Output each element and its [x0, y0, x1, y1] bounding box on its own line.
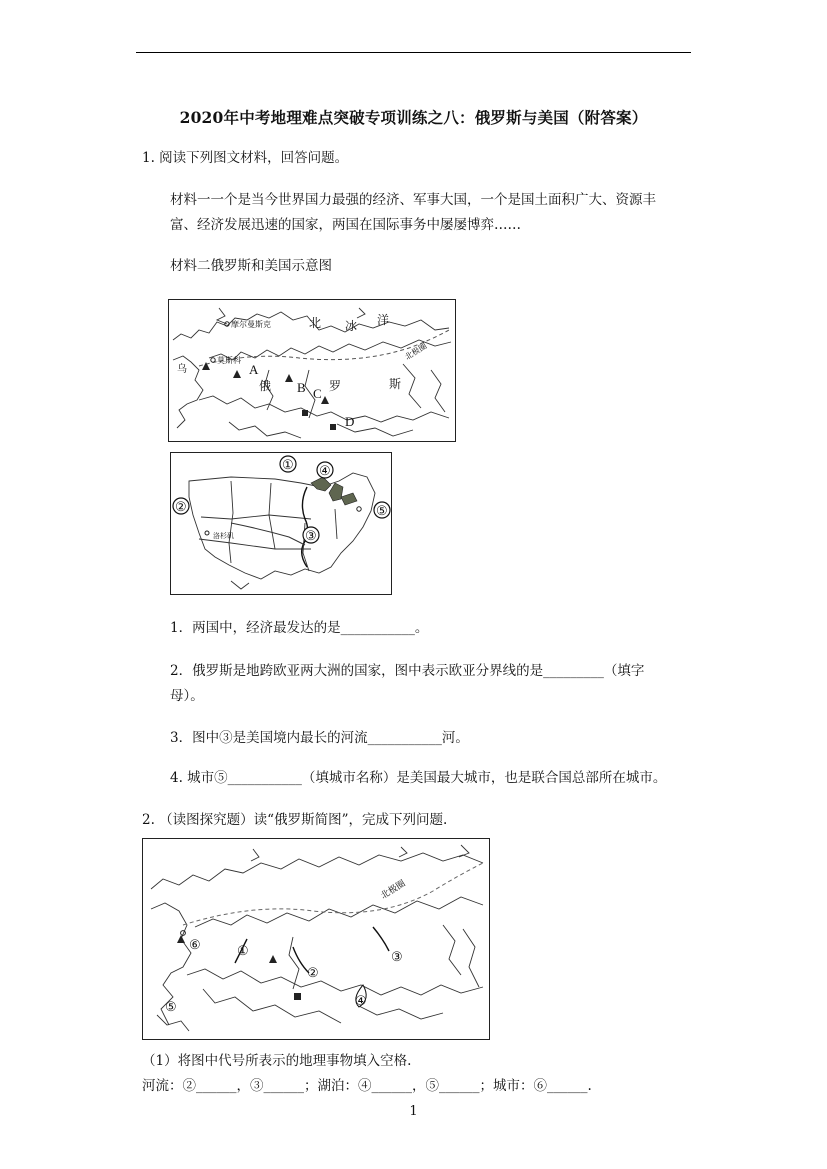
label-ocean: 洋	[377, 313, 390, 327]
q2-label-6: ⑥	[189, 937, 201, 952]
material-1-line-2: 富、经济发展迅速的国家，两国在国际事务中屡屡博弈……	[170, 217, 521, 233]
question-1-stem: 1. 阅读下列图文材料，回答问题。	[142, 150, 349, 166]
russia-sketch-map-figure	[142, 838, 490, 1040]
label-e: 俄	[259, 379, 272, 393]
q2-label-4: ④	[355, 993, 367, 1008]
label-C: C	[313, 386, 322, 401]
russia-map-figure	[168, 299, 456, 442]
q2-label-3: ③	[391, 949, 403, 964]
q1-sub-1: 1．两国中，经济最发达的是___________。	[170, 620, 429, 636]
label-luo: 罗	[329, 379, 342, 393]
q2-label-2: ②	[307, 965, 319, 980]
usa-label-4: ④	[319, 463, 331, 478]
label-arctic-circle: 北极圈	[403, 341, 429, 362]
usa-label-2: ②	[175, 499, 187, 514]
q1-sub-4: 4. 城市⑤___________（填城市名称）是美国最大城市，也是联合国总部所在城市。	[170, 770, 667, 786]
header-rule	[136, 52, 691, 53]
material-1-line-1: 材料一一个是当今世界国力最强的经济、军事大国，一个是国土面积广大、资源丰	[170, 192, 656, 208]
label-fu: 乌	[177, 364, 187, 375]
page-title: 2020年中考地理难点突破专项训练之八：俄罗斯与美国（附答案）	[179, 108, 648, 127]
q1-sub-2-line-1: 2．俄罗斯是地跨欧亚两大洲的国家，图中表示欧亚分界线的是_________（填字	[170, 663, 645, 679]
usa-label-5: ⑤	[376, 503, 388, 518]
q1-sub-2-line-2: 母）。	[170, 688, 204, 704]
label-B: B	[297, 380, 306, 395]
label-ice: 冰	[345, 319, 358, 333]
material-2-caption: 材料二俄罗斯和美国示意图	[170, 258, 332, 274]
question-2-stem: 2. （读图探究题）读“俄罗斯简图”，完成下列问题.	[142, 812, 448, 828]
q2-label-5: ⑤	[165, 999, 177, 1014]
q2-label-arctic-circle: 北极圈	[378, 877, 407, 901]
label-A: A	[249, 362, 259, 377]
q2-label-1: ①	[237, 943, 249, 958]
q2-fill-line: 河流：②______，③______；湖泊：④______，⑤______；城市：⑥______.	[142, 1078, 592, 1094]
q2-sub-1: （1）将图中代号所表示的地理事物填入空格.	[142, 1053, 412, 1069]
label-D: D	[345, 414, 355, 429]
q1-sub-3: 3．图中③是美国境内最长的河流___________河。	[170, 730, 469, 746]
usa-map-figure	[170, 452, 392, 595]
label-murmansk: 摩尔曼斯克	[231, 320, 271, 329]
label-north: 北	[309, 316, 322, 330]
usa-label-1: ①	[282, 457, 294, 472]
usa-label-3: ③	[305, 528, 317, 543]
label-si: 斯	[389, 377, 402, 391]
page-number: 1	[409, 1104, 418, 1119]
label-moscow: 莫斯科	[217, 356, 241, 365]
usa-label-los-angeles: 洛杉矶	[213, 532, 234, 540]
